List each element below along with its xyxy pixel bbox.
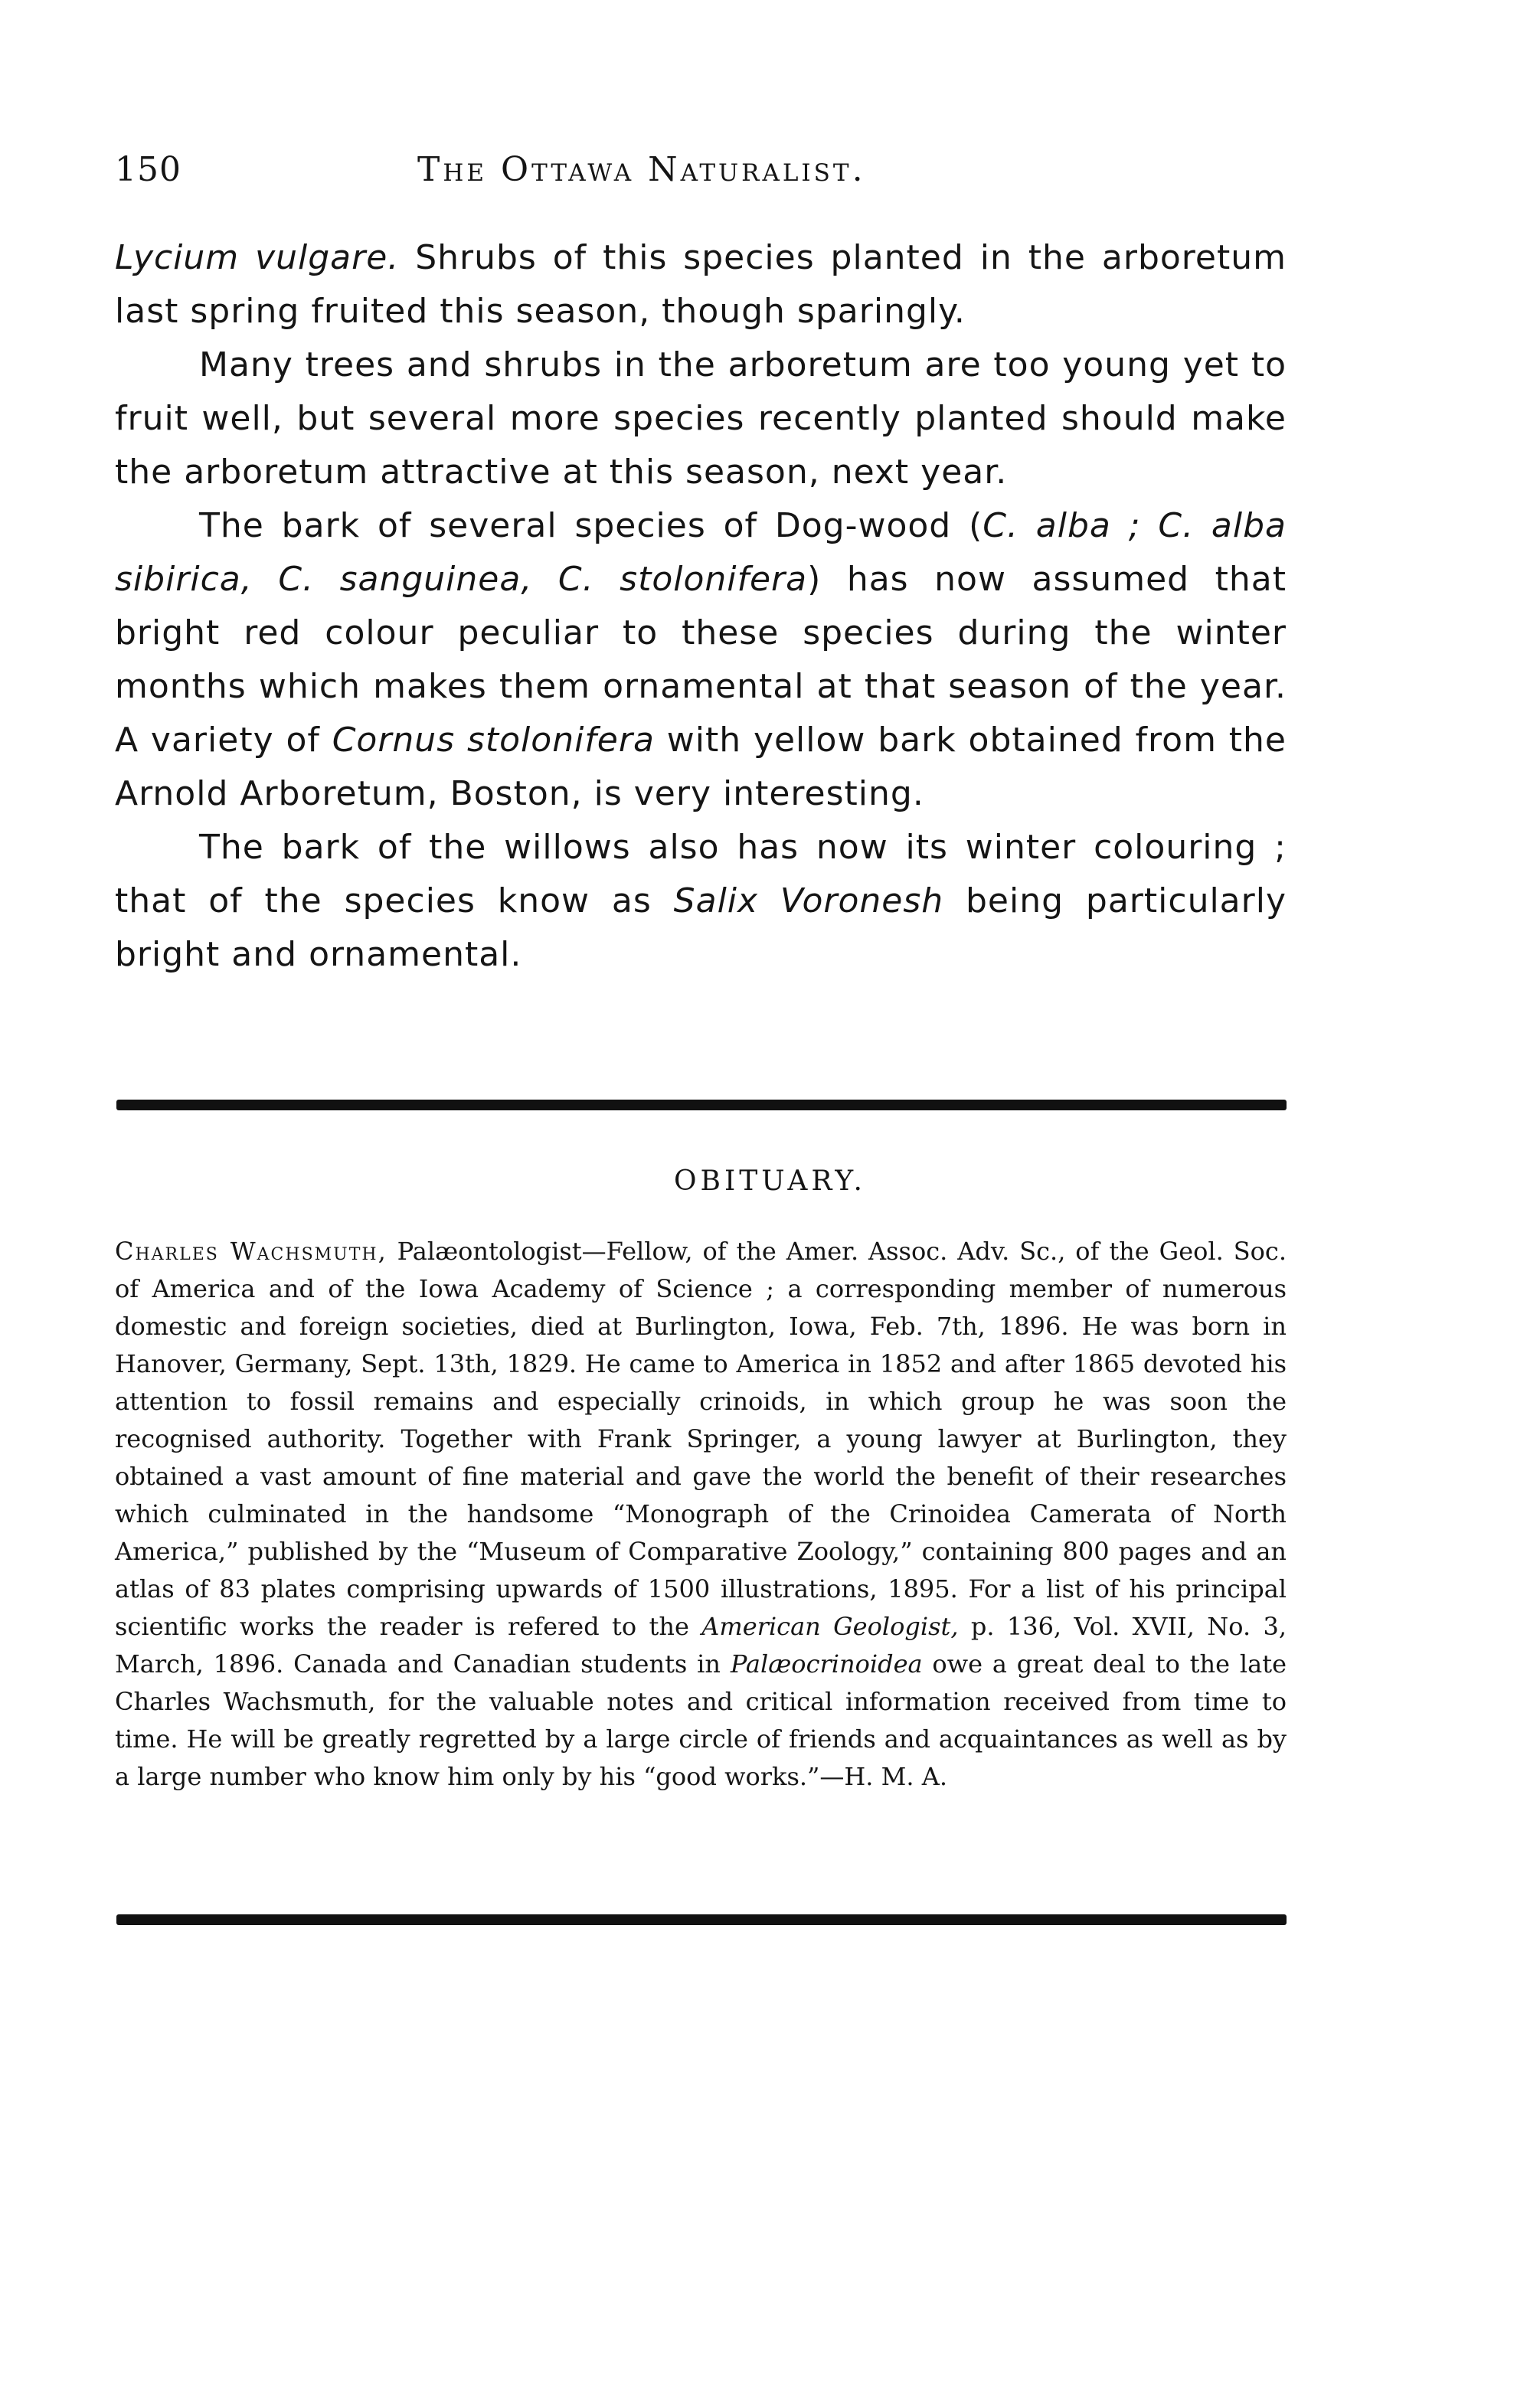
species-name: Lycium vulgare. bbox=[115, 238, 400, 277]
paragraph-arboretum bbox=[115, 338, 1287, 499]
page-number: 150 bbox=[115, 150, 181, 189]
divider-rule-top bbox=[116, 1100, 1287, 1110]
paragraph-willows bbox=[115, 821, 1287, 982]
journal-name: American Geologist, bbox=[701, 1612, 959, 1641]
paragraph-text: Many trees and shrubs in the arboretum are too young yet to fruit well, but several more species recently planted should make the arboretum attractive at this season, next year. bbox=[115, 345, 1287, 492]
paragraph-text: Shrubs of this species planted in the arboretum last spring fruited this season, though sparingly. bbox=[115, 238, 1287, 331]
divider-rule-bottom bbox=[116, 1914, 1287, 1925]
obituary-heading: OBITUARY. bbox=[674, 1165, 866, 1197]
species-list: C. alba ; C. alba sibirica, C. sanguinea, C. stolonifera bbox=[115, 506, 1287, 599]
paragraph-dogwood bbox=[115, 499, 1287, 821]
species-name: Cornus stolonifera bbox=[332, 721, 655, 760]
obituary-text-part: p. 136, Vol. XVII, No. 3, March, 1896. Canada and Canadian students in bbox=[115, 1612, 1287, 1679]
obituary-text-part: owe a great deal to the late Charles Wachsmuth, for the valuable notes and critical information received from time to time. He will be greatly regretted by a large circle of friends and acquaintances as well as by a large number who know him only by his “good works.”—H. M. A. bbox=[115, 1649, 1287, 1791]
obituary-name: Charles Wachsmuth, bbox=[115, 1237, 387, 1266]
paragraph-lycium bbox=[115, 231, 1287, 338]
paragraph-text: being particularly bright and ornamental. bbox=[115, 881, 1287, 974]
obituary-text-part: Palæontologist—Fellow, of the Amer. Assoc. Adv. Sc., of the Geol. Soc. of America and of the Iowa Academy of Science ; a corresponding member of numerous domestic and foreign societies, died at Burlington, Iowa, Feb. 7th, 1896. He was born in Hanover, Germany, Sept. 13th, 1829. He came to America in 1852 and after 1865 devoted his attention to fossil remains and especially crinoids, in which group he was soon the recognised authority. Together with Frank Springer, a young lawyer at Burlington, they obtained a vast amount of fine material and gave the world the benefit of their researches which culminated in the handsome “Monograph of the Crinoidea Camerata of North America,” published by the “Museum of Comparative Zoology,” containing 800 pages and an atlas of 83 plates comprising upwards of 1500 illustrations, 1895. For a list of his principal scientific works the reader is refered to the bbox=[115, 1237, 1287, 1641]
paragraph-text: with yellow bark obtained from the Arnold Arboretum, Boston, is very interesting. bbox=[115, 721, 1287, 813]
species-name: Salix Voronesh bbox=[673, 881, 944, 920]
journal-title: The Ottawa Naturalist. bbox=[417, 150, 866, 189]
paragraph-text: ) has now assumed that bright red colour peculiar to these species during the winter months which makes them ornamental at that season of the year. A variety of bbox=[115, 560, 1287, 760]
article-body bbox=[115, 231, 1287, 982]
paragraph-text: The bark of the willows also has now its winter colouring ; that of the species know as bbox=[115, 828, 1287, 920]
obituary-text bbox=[115, 1233, 1287, 1796]
running-header bbox=[115, 150, 1287, 204]
taxon-name: Palæocrinoidea bbox=[730, 1649, 923, 1679]
paragraph-text: The bark of several species of Dog-wood ( bbox=[199, 506, 983, 545]
